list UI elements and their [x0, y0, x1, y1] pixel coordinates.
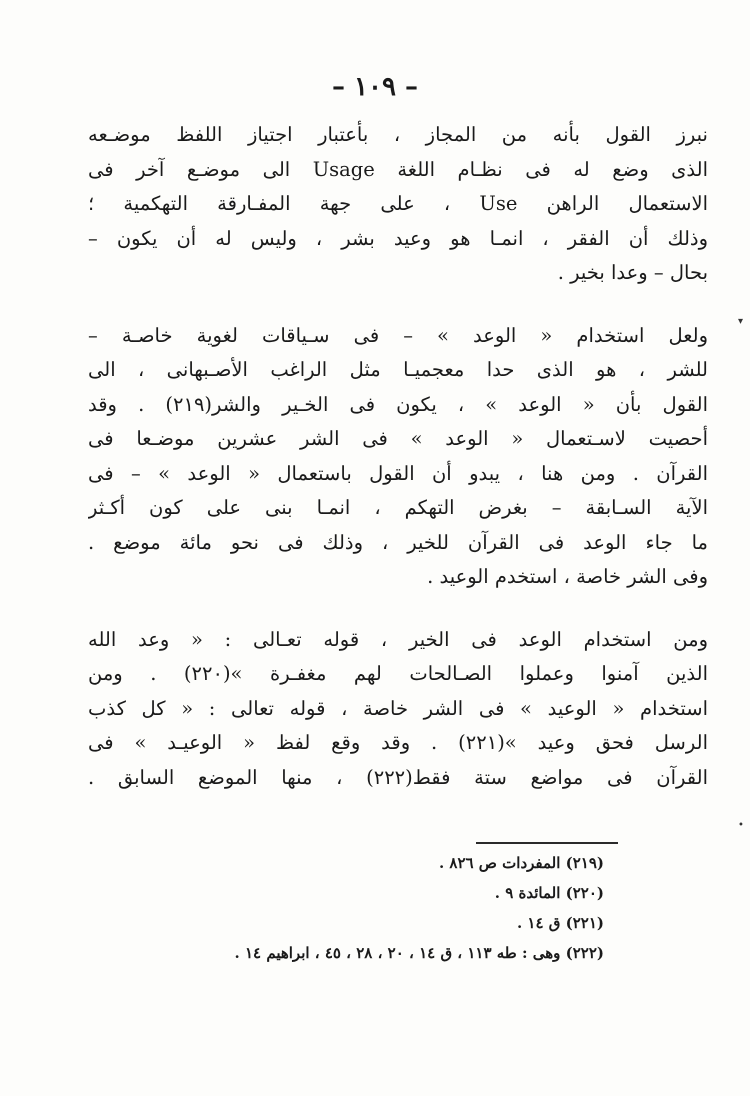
paragraph-3 — [88, 623, 708, 796]
text-line: وذلك أن الفقر ، انمـا هو وعيد بشر ، وليس له أن يكون – — [88, 226, 708, 250]
footnote-separator — [476, 842, 618, 844]
margin-mark: ▾ — [738, 316, 744, 327]
paragraph-2 — [88, 319, 708, 595]
text-line: أحصيت لاسـتعمال « الوعد » فى الشر عشرين موضـعا فى — [88, 427, 708, 450]
text-line: القرآن . ومن هنا ، يبدو أن القول باستعمال « الوعد » – فى — [88, 461, 708, 485]
text-line: الرسل فحق وعيد »(٢٢١) . وقد وقع لفظ « الوعيـد » فى — [88, 731, 708, 754]
margin-mark: • — [738, 820, 744, 831]
footnotes — [80, 848, 604, 968]
text-line: ولعل استخدام « الوعد » – فى سـياقات لغوية خاصـة – — [88, 323, 708, 347]
page-number: – ١٠٩ – — [331, 72, 419, 102]
text-line: الاستعمال الراهن Use ، على جهة المفـارقة التهكمية ؛ — [88, 192, 708, 215]
text-line: القول بأن « الوعد » ، يكون فى الخـير والشر(٢١٩) . وقد — [88, 392, 708, 416]
text-line: القرآن فى مواضع ستة فقط(٢٢٢) ، منها الموضع السابق . — [88, 765, 708, 789]
text-line: بحال – وعدا بخير . — [557, 261, 708, 284]
footnote-221: (٢٢١) ق ١٤ . — [516, 914, 604, 932]
text-line: الذين آمنوا وعملوا الصـالحات لهم مغفـرة »(٢٢٠) . ومن — [88, 662, 708, 685]
text-line: ما جاء الوعد فى القرآن للخير ، وذلك فى نحو مائة موضع . — [88, 530, 708, 554]
footnote-220: (٢٢٠) المائدة ٩ . — [494, 884, 604, 902]
text-line: ومن استخدام الوعد فى الخير ، قوله تعـالى : « وعد الله — [88, 627, 708, 651]
footnote-222: (٢٢٢) وهى : طه ١١٣ ، ق ١٤ ، ٢٠ ، ٢٨ ، ٤٥ ، ابراهيم ١٤ . — [234, 944, 604, 962]
text-line: الذى وضع له فى نظـام اللغة Usage الى موضـع آخر فى — [88, 157, 708, 181]
text-line: الآية السـابقة – بغرض التهكم ، انمـا بنى على كون أكـثر — [88, 496, 708, 519]
footnote-219: (٢١٩) المفردات ص ٨٢٦ . — [438, 854, 604, 872]
text-line: نبرز القول بأنه من المجاز ، بأعتبار اجتياز اللفظ موضـعه — [88, 123, 708, 146]
text-line: للشر ، هو الذى حدا معجميـا مثل الراغب الأصـبهانى ، الى — [88, 358, 708, 381]
text-line: استخدام « الوعيد » فى الشر خاصة ، قوله تعالى : « كل كذب — [88, 696, 708, 720]
paragraph-1 — [88, 118, 708, 291]
text-line: وفى الشر خاصة ، استخدم الوعيد . — [427, 565, 708, 588]
main-text — [88, 118, 708, 795]
